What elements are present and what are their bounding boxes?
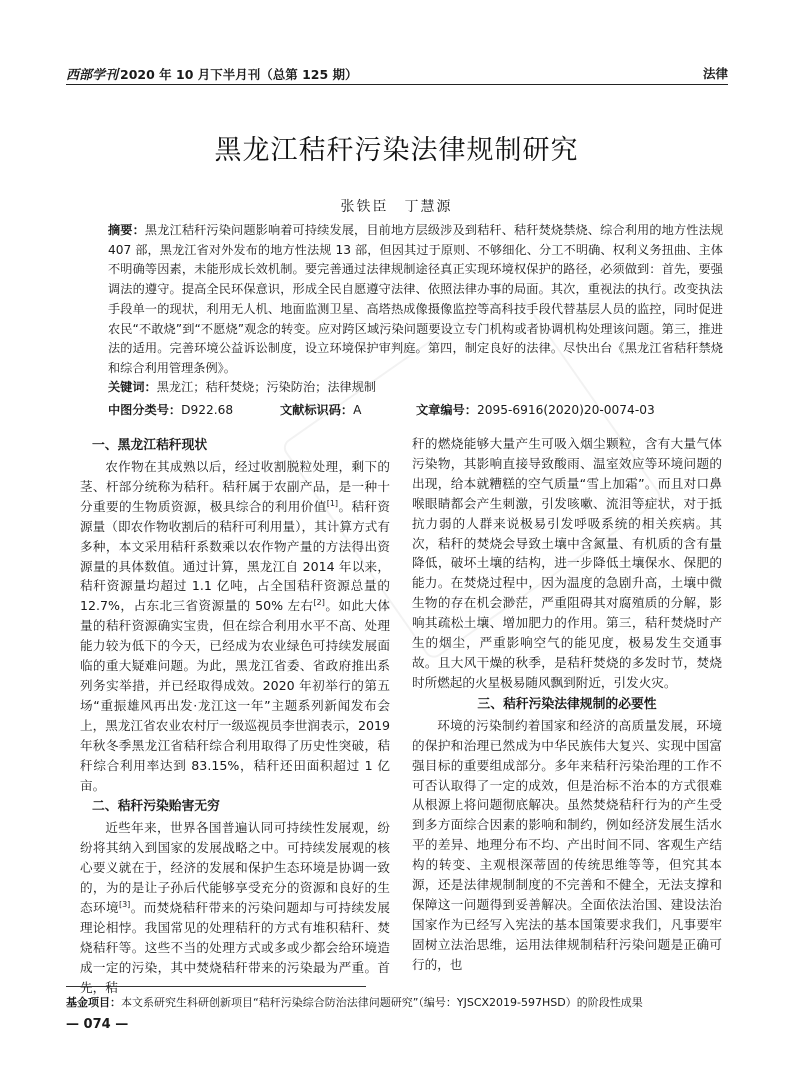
citation-1[interactable]: [1] bbox=[326, 498, 339, 508]
article-label: 文章编号： bbox=[416, 403, 477, 417]
abstract-text: 黑龙江秸秆污染问题影响着可持续发展，目前地方层级涉及到秸秆、秸秆焚烧禁烧、综合利用的地方性法规 407 部，黑龙江省对外发布的地方性法规 13 部，但因其过于原则、不够细化、分工不明确、权利义务扭曲、主体不明确等因素，未能形成长效机制。要完善通过法律规制途径真正实现环境权保护的路径，必须做到：首先，要强调法的遵守。提高全民环保意识，形成全民自愿遵守法律、依照法律办事的局面。其次，重视法的执行。改变执法手段单一的现状，利用无人机、地面监测卫星、高塔热成像摄像监控等高科技手段代替基层人员的监控，同时促进农民“不敢烧”到“不愿烧”观念的转变。应对跨区域污染问题要设立专门机构或者协调机构处理该问题。第三，推进法的适用。完善环境公益诉讼制度，设立环境保护审判庭。第四，制定良好的法律。尽快出台《黑龙江省秸秆禁烧和综合利用管理条例》。 bbox=[108, 223, 724, 375]
header-section: 法律 bbox=[702, 66, 728, 81]
paragraph-2: 近些年来，世界各国普遍认同可持续性发展观，纷纷将其纳入到国家的发展战略之中。可持续发展观的核心要义就在于，经济的发展和保护生态环境是协调一致的，为的是让子孙后代能够享受充分的资源和良好的生态环境[3]。而焚烧秸秆带来的污染问题却与可持续发展理论相悖。我国常见的处理秸秆的方式有堆积秸秆、焚烧秸秆等。这些不当的处理方式或多或少都会给环境造成一定的污染，其中焚烧秸秆带来的污染最为严重。首先，秸 bbox=[80, 820, 391, 995]
abstract bbox=[108, 221, 723, 379]
keywords bbox=[108, 378, 723, 395]
doc-value: A bbox=[353, 403, 362, 417]
keywords-label: 关键词： bbox=[108, 380, 157, 394]
citation-2[interactable]: [2] bbox=[313, 598, 325, 608]
abstract-label: 摘要： bbox=[108, 223, 145, 237]
paragraph-4: 环境的污染制约着国家和经济的高质量发展，环境的保护和治理已然成为中华民族伟大复兴、实现中国富强目标的重要组成部分。多年来秸秆污染治理的工作不可否认取得了一定的成效，但是治标不治本的方式很难从根源上将问题彻底解决。虽然焚烧秸秆行为的产生受到多方面综合因素的影响和制约，例如经济发展生活水平的差异、地理分布不均、产出时间不同、客观生产结构的转变、主观根深蒂固的传统思维等等，但究其本源，还是法律规制制度的不完善和不健全，无法支撑和保障这一问题得到妥善解决。全面依法治国、建设法治国家作为已经写入宪法的基本国策要求我们，凡事要牢固树立法治思维，运用法律规制秸秆污染问题是正确可行的，也 bbox=[412, 717, 722, 972]
header-journal bbox=[66, 64, 358, 83]
journal-logo: 西部学刊 bbox=[66, 68, 119, 83]
right-column bbox=[412, 434, 722, 975]
citation-3[interactable]: [3] bbox=[118, 899, 131, 909]
article-authors: 张铁臣 丁慧源 bbox=[340, 199, 453, 215]
paragraph-1: 农作物在其成熟以后，经过收割脱粒处理，剩下的茎、杆部分统称为秸秆。秸秆属于农副产品，是一种十分重要的生物质资源，极具综合的利用价值[1]。秸秆资源量（即农作物收割后的秸秆可利用量），其计算方式有多种，本文采用秸秆系数乘以农作物产量的方法得出资源量的具体数值。通过计算，黑龙江自 2014 年以来，秸秆资源量均超过 1.1 亿吨，占全国秸秆资源总量的 12.7%，占东北三省资源量的 50% 左右[2]。如此大体量的秸秆资源确实宝贵，但在综合利用水平不高、处理能力较为低下的今天，已经成为农业绿色可持续发展面临的重大疑难问题。为此，黑龙江省委、省政府推出系列务实举措，并已经取得成效。2020 年初举行的第五场“重振雄风再出发·龙江这一年”主题系列新闻发布会上，黑龙江省农业农村厅一级巡视员李世润表示，2019 年秋冬季黑龙江省秸秆综合利用取得了历史性突破，秸秆综合利用率达到 83.15%，秸秆还田面积超过 1 亿亩。 bbox=[80, 459, 391, 793]
section-heading-1: 一、黑龙江秸秆现状 bbox=[92, 438, 208, 453]
running-header bbox=[66, 58, 728, 85]
section-heading-2: 二、秸秆污染贻害无穷 bbox=[92, 799, 220, 815]
footnote-text: 本文系研究生科研创新项目“秸秆污染综合防治法律问题研究”（编号：YJSCX2019-597HSD）的阶段性成果 bbox=[121, 996, 643, 1009]
left-column bbox=[80, 434, 390, 998]
funding-footnote bbox=[66, 994, 728, 1010]
article-title: 黑龙江秸秆污染法律规制研究 bbox=[214, 135, 579, 166]
footnote-label: 基金项目： bbox=[66, 996, 121, 1009]
paragraph-3: 秆的燃烧能够大量产生可吸入烟尘颗粒，含有大量气体污染物，其影响直接导致酸雨、温室效应等环境问题的出现，给本就糟糕的空气质量“雪上加霜”。而且对口鼻喉眼睛都会产生刺激，引发咳嗽、流泪等症状，对于抵抗力弱的人群来说极易引发呼吸系统的相关疾病。其次，秸秆的焚烧会导致土壤中含氮量、有机质的含有量降低，破坏土壤的结构，进一步降低土壤保水、保肥的能力。在焚烧过程中，因为温度的急剧升高，土壤中微生物的存在机会渺茫，严重阻碍其对腐殖质的分解，影响其疏松土壤、增加肥力的作用。第三，秸秆焚烧时产生的烟尘，严重影响空气的能见度，极易发生交通事故。且大风干燥的秋季，是秸秆焚烧的多发时节，焚烧时所燃起的火星极易随风飘到附近，引发火灾。 bbox=[412, 436, 722, 690]
article-value: 2095-6916(2020)20-0074-03 bbox=[476, 403, 655, 417]
document-code bbox=[280, 401, 361, 418]
clc-number bbox=[108, 401, 233, 418]
article-number bbox=[416, 401, 655, 418]
keywords-text: 黑龙江；秸秆焚烧；污染防治；法律规制 bbox=[156, 380, 377, 394]
page-number: — 074 — bbox=[66, 1017, 129, 1032]
clc-value: D922.68 bbox=[181, 403, 234, 417]
journal-issue: 2020 年 10 月下半月刊（总第 125 期） bbox=[120, 67, 358, 82]
footnote-divider bbox=[66, 986, 366, 987]
clc-label: 中图分类号： bbox=[108, 403, 182, 417]
doc-label: 文献标识码： bbox=[280, 403, 354, 417]
section-heading-3: 三、秸秆污染法律规制的必要性 bbox=[477, 696, 657, 712]
